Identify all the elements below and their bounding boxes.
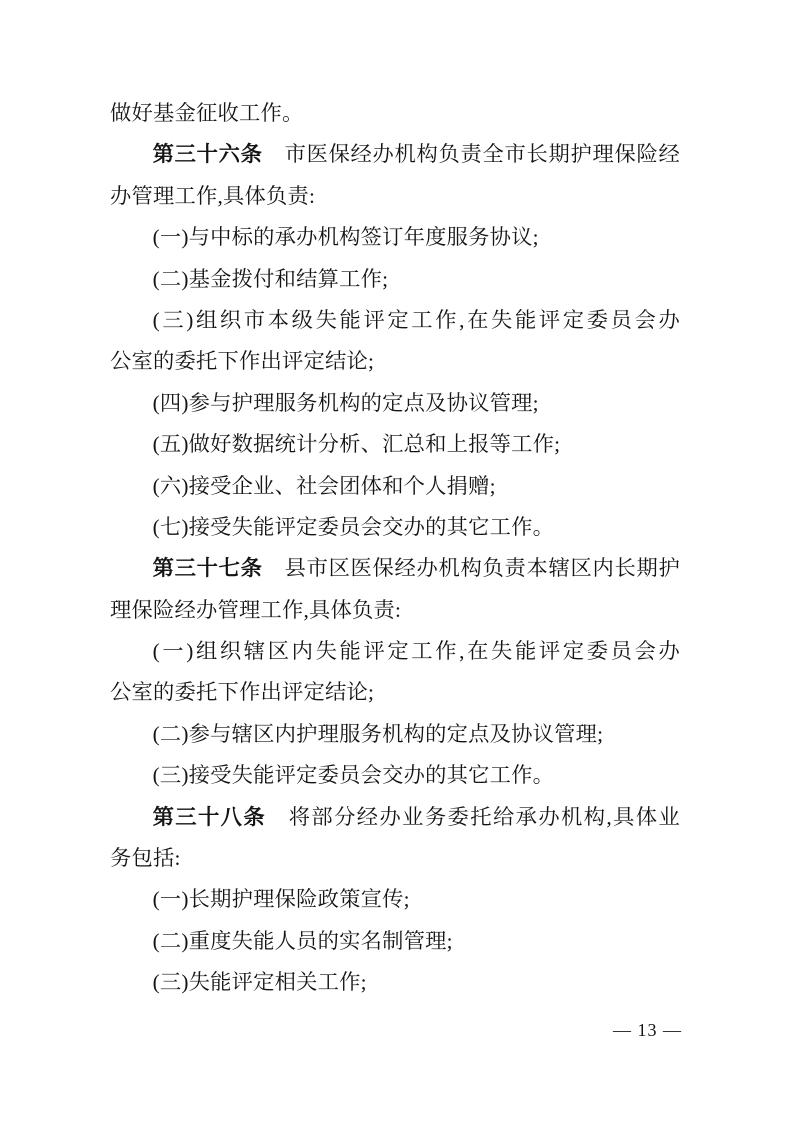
page-footer xyxy=(110,1018,682,1042)
text-line: (三)失能评定相关工作; xyxy=(152,970,367,995)
text-line: (一)长期护理保险政策宣传; xyxy=(152,887,410,912)
article-line: 第三十八条 将部分经办业务委托给承办机构,具体业 xyxy=(152,804,680,829)
document-body xyxy=(110,93,680,1004)
text-line: (七)接受失能评定委员会交办的其它工作。 xyxy=(152,514,555,539)
article-number: 第三十八条 xyxy=(152,804,267,829)
text-line: (一)组织辖区内失能评定工作,在失能评定委员会办 xyxy=(152,639,680,664)
text-line: (三)组织市本级失能评定工作,在失能评定委员会办 xyxy=(152,307,680,332)
article-line: 第三十七条 县市区医保经办机构负责本辖区内长期护 xyxy=(152,556,680,581)
text-line: 务包括: xyxy=(110,846,181,871)
text-line: (一)与中标的承办机构签订年度服务协议; xyxy=(152,225,539,250)
text-line: (二)参与辖区内护理服务机构的定点及协议管理; xyxy=(152,721,604,746)
text-line: (五)做好数据统计分析、汇总和上报等工作; xyxy=(152,432,561,457)
text-line: 办管理工作,具体负责: xyxy=(110,183,316,208)
text-line: 做好基金征收工作。 xyxy=(110,101,304,125)
text-line: (六)接受企业、社会团体和个人捐赠; xyxy=(152,473,496,498)
text-line: (二)基金拨付和结算工作; xyxy=(152,266,389,291)
text-line: 公室的委托下作出评定结论; xyxy=(110,349,375,374)
text-line: (三)接受失能评定委员会交办的其它工作。 xyxy=(152,763,555,788)
text-line: 公室的委托下作出评定结论; xyxy=(110,680,375,705)
article-number: 第三十六条 xyxy=(152,142,263,167)
article-number: 第三十七条 xyxy=(152,556,263,581)
text-line: (二)重度失能人员的实名制管理; xyxy=(152,928,453,953)
article-line: 第三十六条 市医保经办机构负责全市长期护理保险经 xyxy=(152,142,680,167)
text-line: (四)参与护理服务机构的定点及协议管理; xyxy=(152,390,539,415)
text-line: 理保险经办管理工作,具体负责: xyxy=(110,597,402,622)
page-number: — 13 — xyxy=(613,1020,682,1040)
